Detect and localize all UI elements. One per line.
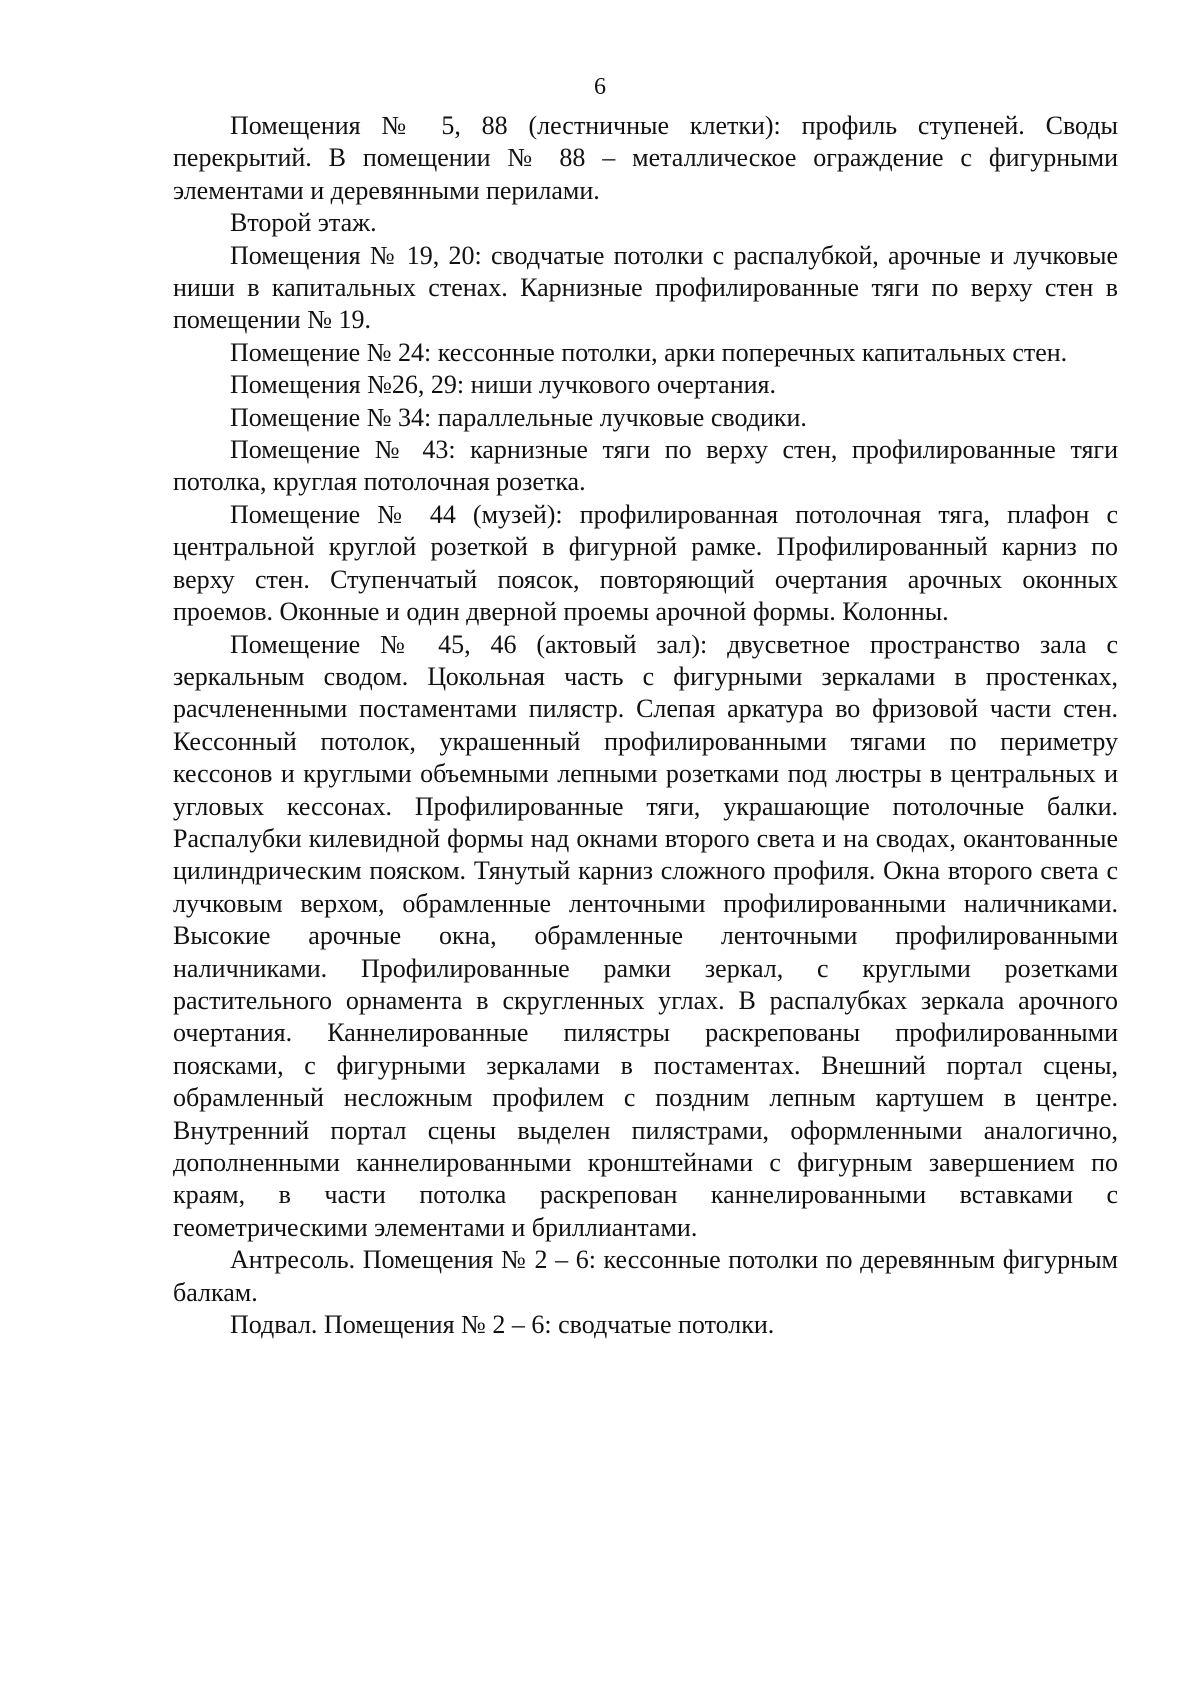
paragraph-room-34: Помещение № 34: параллельные лучковые сводики. [230, 402, 807, 432]
paragraph-stairwells: Помещения № 5, 88 (лестничные клетки): профиль ступеней. Своды перекрытий. В помещении № 88 – металлическое ограждение с фигурными элементами и деревянными перилами. [173, 111, 1118, 205]
paragraph-room-44-museum: Помещение № 44 (музей): профилированная потолочная тяга, плафон с центральной круглой розеткой в фигурной рамке. Профилированный карниз по верху стен. Ступенчатый поясок, повторяющий очертания арочных оконных проемов. Оконные и один дверной проемы арочной формы. Колонны. [173, 499, 1118, 627]
paragraph-rooms-45-46-assembly-hall: Помещение № 45, 46 (актовый зал): двусветное пространство зала с зеркальным сводом. Цокольная часть с фигурными зеркалами в простенках, расчлененными постаментами пилястр. Слепая аркатура во фризовой части стен. Кессонный потолок, украшенный профилированными тягами по периметру кессонов и круглыми объемными лепными розетками под люстры в центральных и угловых кессонах. Профилированные тяги, украшающие потолочные балки. Распалубки килевидной формы над окнами второго света и на сводах, окантованные цилиндрическим пояском. Тянутый карниз сложного профиля. Окна второго света с лучковым верхом, обрамленные ленточными профилированными наличниками. Высокие арочные окна, обрамленные ленточными профилированными наличниками. Профилированные рамки зеркал, с круглыми розетками растительного орнамента в скругленных углах. В распалубках зеркала арочного очертания. Каннелированные пилястры раскрепованы профилированными поясками, с фигурными зеркалами в постаментах. Внешний портал сцены, обрамленный несложным профилем с поздним лепным картушем в центре. Внутренний портал сцены выделен пилястрами, оформленными аналогично, дополненными каннелированными кронштейнами с фигурным завершением по краям, в части потолка раскрепован каннелированными вставками с геометрическими элементами и бриллиантами. [173, 629, 1118, 1242]
paragraph-second-floor-heading: Второй этаж. [230, 208, 377, 238]
paragraph-basement: Подвал. Помещения № 2 – 6: сводчатые потолки. [230, 1310, 775, 1340]
document-body [173, 110, 1118, 1341]
paragraph-room-24: Помещение № 24: кессонные потолки, арки поперечных капитальных стен. [230, 337, 1068, 367]
page-number: 6 [594, 74, 606, 100]
paragraph-mezzanine: Антресоль. Помещения № 2 – 6: кессонные потолки по деревянным фигурным балкам. [173, 1245, 1118, 1307]
paragraph-rooms-19-20: Помещения № 19, 20: сводчатые потолки с распалубкой, арочные и лучковые ниши в капитальных стенах. Карнизные профилированные тяги по верху стен в помещении № 19. [173, 240, 1118, 335]
paragraph-rooms-26-29: Помещения №26, 29: ниши лучкового очертания. [230, 370, 776, 400]
paragraph-room-43: Помещение № 43: карнизные тяги по верху стен, профилированные тяги потолка, круглая потолочная розетка. [173, 435, 1118, 497]
